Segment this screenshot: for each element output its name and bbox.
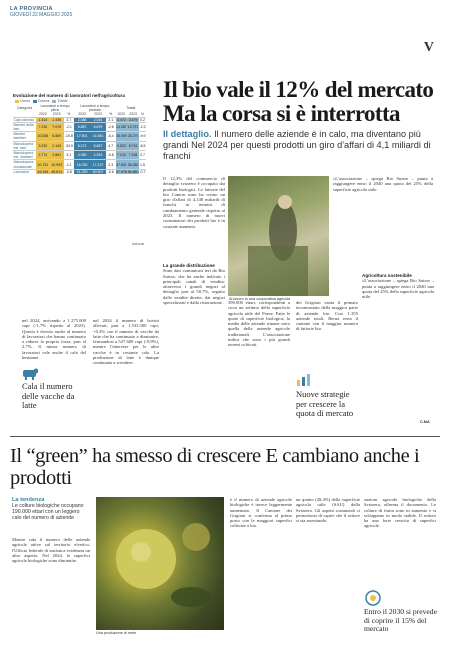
legend-label: Totale <box>57 99 68 103</box>
table-cell: 50.907 <box>90 169 106 174</box>
year-header: % <box>140 112 145 117</box>
table-row <box>13 122 146 131</box>
table-cell: -8.5 <box>139 141 146 150</box>
body-text: Mentre cala il numero delle aziende agricole attive sul territorio elvetico, l'Ufficio federale di statistica evidenzia un altro aspetto. Nel 2024, le superfici agricole biologiche sono diminuite. <box>12 537 90 564</box>
table-cell: 9.523 <box>116 141 128 150</box>
table-cell: 38.080 <box>127 160 139 169</box>
paper-name: LA PROVINCIA <box>10 6 53 12</box>
body-text: un quinto (28,4%) della superficie agricola utile (SAU) della Svizzera. Gli aspetti sostanziali ci permettono di capire che il settore si sta assestando. <box>296 497 360 524</box>
table-cell: 8.716 <box>127 141 139 150</box>
table-cell: 7.230 <box>36 122 50 131</box>
row-category: Manodopera occasionale <box>13 160 36 169</box>
table-cell: -2.3 <box>139 122 146 131</box>
article1-column-4 <box>296 300 358 368</box>
table-cell: -9.9 <box>139 132 146 141</box>
col-header-fulltime: Lavoratori a tempo pieno <box>40 104 70 113</box>
author-signature: C.MA <box>420 420 430 424</box>
table-cell: 2.774 <box>36 151 50 160</box>
table-cell: 7.134 <box>116 151 128 160</box>
body-text: nel 2024 il numero di bovini allevati, pari a 1.533.500 capi, +0,3% con il numero di vacche da latte che ha continuato a diminuire, fermandosi a 527.600 capi (-0,9%), mentre l'interesse per le altre vacche è in costante calo. La produzione di latte è dunque continuata a scendere. <box>93 318 159 366</box>
table-cell: 3.472 <box>116 117 126 122</box>
table-cell: 25.270 <box>127 132 139 141</box>
table-cell: 6.679 <box>90 122 106 131</box>
table-cell: 16.381 <box>90 132 106 141</box>
body-text: nel 2024, arrivando a 1.275.000 capi (-1,7% rispetto al 2023). Questo è dovuto anche al numero di lavoratori che hanno continuato a ridurre la propria forza, pari al 2,7%. Il minor numero di lavoratori vale anche il calo del bestiame. <box>22 318 86 361</box>
table-cell: 3.479 <box>128 117 138 122</box>
row-category: Membri familiari <box>13 132 36 141</box>
article1-column-right <box>333 176 433 270</box>
article2-headline: Il “green” ha smesso di crescere E cambiano anche i prodotti <box>10 445 420 489</box>
table-cell: 2.044 <box>90 117 106 122</box>
legend-swatch-donna <box>33 100 37 103</box>
apple-photo <box>96 497 224 630</box>
table-cell: 3.1 <box>64 151 75 160</box>
article2-kicker: La tendenza <box>12 497 45 503</box>
table-cell: 20.993 <box>50 160 64 169</box>
table-cell: -0.8 <box>64 169 75 174</box>
table-cell: 2.1 <box>106 117 116 122</box>
year-header: 2023 <box>129 112 137 117</box>
article1-column-mid <box>93 318 159 428</box>
article1-column-3 <box>228 300 290 413</box>
table-row <box>13 151 146 160</box>
table-cell: 6.271 <box>74 141 90 150</box>
table-cell: 4.323 <box>90 151 106 160</box>
growth-icon-svg <box>296 372 312 386</box>
table-cell: 3.7 <box>64 117 75 122</box>
table-cell: -6.4 <box>106 132 116 141</box>
apple-photo-art <box>96 497 224 630</box>
body-text: e il numero di aziende agricole biologiche è invece leggermente aumentato. Il Cantone dei Grigioni si conferma al primo posto con le maggiori superfici coltivate a bio. <box>230 497 292 529</box>
legend-swatch-uomo <box>15 100 19 103</box>
row-category: Manodopera ext. stranieri <box>13 151 36 160</box>
col-header-total: Totale <box>126 106 136 111</box>
article2-column-2 <box>230 497 292 647</box>
article2-column-1 <box>12 537 90 652</box>
table-cell: 0.2 <box>140 117 145 122</box>
graphic-credit: WITHUB <box>132 242 144 246</box>
article2-summary <box>12 497 90 521</box>
box-strategies-title: Nuove strategie per crescere la quota di mercato <box>296 389 354 418</box>
box-target-title: Entro il 2030 si prevede di coprire il 15% del mercato <box>364 607 437 634</box>
year-header: 2023 <box>94 112 102 117</box>
table-cell: 1.5 <box>139 160 146 169</box>
date: GIOVEDÌ 22 MAGGIO 2025 <box>10 12 73 18</box>
table-cell: 14.087 <box>116 122 128 131</box>
table-cell: 6.567 <box>90 141 106 150</box>
body-text: Il 12,3% del commercio di dettaglio svizzero è occupato dai prodotti biologici. Le fattorie del bio Canton sono ha creato un giro d'affari di 4,148 miliardi di franchi in termini di cambiamento generale rispetto al 2023. Il numero di nuovi consumatori dei prodotti bio è in costante aumento. <box>163 176 225 229</box>
row-category: Lavoratori <box>13 169 36 174</box>
table-cell: -0.7 <box>139 169 146 174</box>
row-category: Manodopera ext. fam. <box>13 141 36 150</box>
table-cell: 20.751 <box>36 160 50 169</box>
table-cell: 7.078 <box>50 122 64 131</box>
article1-column-right-lower <box>362 273 434 413</box>
table-cell: 8.889 <box>50 132 64 141</box>
body-text: 390.000 ettari, corrispondenti a circa un settimo della superficie agricola utile del Paese. Fatte le quote di superficie biologica, la media delle aziende rimane sotto quella delle aziende agricole tradizionali. L'associazione indica che sono i più grandi terreni coltivati. <box>228 300 290 348</box>
table-cell: 2.088 <box>74 117 90 122</box>
table-cell: 17.127 <box>90 160 106 169</box>
table-cell: 28.059 <box>116 132 128 141</box>
table-cell: 45.813 <box>51 169 63 174</box>
table-cell: 7.184 <box>127 151 139 160</box>
table-cell: 2.149 <box>50 141 64 150</box>
section-letter: V <box>423 40 434 55</box>
article1-column-2a <box>163 176 225 261</box>
body-text: zazioni agricole biologiche della Svizzera, afferma il documento. Le colture di frutta sono in aumento e si sviluppano in modo stabile. Il settore ha una forte crescita di superfici agricole. <box>364 497 436 529</box>
table-row <box>13 141 146 150</box>
article1-deck <box>163 129 448 162</box>
table-cell: 6.857 <box>74 122 90 131</box>
table-cell: 46.349 <box>37 169 49 174</box>
year-header: 2023 <box>52 112 61 117</box>
body-text: Sono dati comunicati ieri da Bio Suisse, che ha anche indicato i principali canali di vendita: attraverso i grandi negozi al dettaglio pari al 50,7%, seguito dalle vendite dirette, dai negozi specializzati e dalla ristorazione. <box>163 268 225 306</box>
table-row <box>13 160 146 169</box>
table-cell: 97.578 <box>116 169 127 174</box>
subheading: La grande distribuzione <box>163 263 215 268</box>
table-cell: -0.8 <box>106 151 116 160</box>
legend-label: Uomo <box>20 99 31 103</box>
year-header: 2022 <box>38 112 47 117</box>
target-icon-svg <box>364 590 382 606</box>
table-cell: -2.1 <box>64 122 75 131</box>
table-row <box>13 169 146 174</box>
article1-deck-text: Il numero delle aziende è in calo, ma diventano più grandi Nel 2024 per questi prodotti un giro d'affari di 4,1 miliardi di franchi <box>163 129 431 161</box>
table-cell: 2.3 <box>106 160 116 169</box>
cow-icon-svg <box>22 366 38 380</box>
table-cell: 13.757 <box>127 122 139 131</box>
body-text: «L'associazione – spiega Bio Suisse – punta a raggiungere entro il 2040 una quota del 25% della superficie agricola utile. <box>333 176 433 192</box>
table-cell: 10.558 <box>36 132 50 141</box>
table-cell: -2.6 <box>106 122 116 131</box>
table-cell: 51.229 <box>74 169 90 174</box>
masthead <box>10 6 72 18</box>
body-text: dei Grigioni vanta il primato incontrastato della maggior parte di aziende bio. Con 1.355 aziende totali, Berna resta il cantone con il maggior numero di fattorie bio. <box>296 300 358 332</box>
article2-column-4 <box>364 497 436 585</box>
row-category: Capi azienda <box>13 117 36 122</box>
apple-photo-caption: Una produzione di mele <box>96 631 137 635</box>
farm-photo <box>228 176 329 296</box>
col-header-category: Categoria <box>16 106 33 111</box>
article1-kicker: Il dettaglio. <box>163 129 212 139</box>
table-cell: 1.314 <box>36 117 50 122</box>
article2-column-3 <box>296 497 360 647</box>
legend-swatch-totale <box>52 100 56 103</box>
year-header: 2022 <box>117 112 126 117</box>
table-cell: 0.7 <box>139 151 146 160</box>
table-cell: -15.8 <box>64 132 75 141</box>
year-header: 2022 <box>78 112 86 117</box>
table-cell: 1.435 <box>50 117 64 122</box>
table-cell: 37.501 <box>116 160 128 169</box>
table-cell: 4.7 <box>106 141 116 150</box>
table-cell: 17.501 <box>74 132 90 141</box>
table-row <box>13 132 146 141</box>
article2-summary-text: Le colture biologiche occupano 190.000 ettari con un leggero calo del numero di aziende <box>12 503 84 521</box>
table-legend <box>13 99 68 103</box>
table-cell: -33.9 <box>64 141 75 150</box>
article1-column-2b <box>163 263 225 413</box>
body-text: «L'associazione – spiega Bio Suisse – punta a raggiungere entro il 2040 una quota del 25% della superficie agricola utile. <box>362 278 434 300</box>
workers-table <box>13 104 146 174</box>
row-category: Membri della fam. <box>13 122 36 131</box>
col-header-parttime: Lavoratori a tempo parziale <box>80 104 110 113</box>
subheading: Agricoltura sostenibile <box>362 273 412 278</box>
table-cell: 96.860 <box>127 169 139 174</box>
year-header: % <box>109 112 113 117</box>
table-cell: 16.750 <box>74 160 90 169</box>
year-header: % <box>67 112 71 117</box>
table-title: Evoluzione del numero di lavoratori nell'agricoltura <box>13 93 125 98</box>
article1-headline: Il bio vale il 12% del mercato Ma la corsa si è interrotta <box>163 77 434 126</box>
legend-label: Donna <box>38 99 50 103</box>
table-cell: -0.6 <box>107 169 114 174</box>
table-cell: 4.360 <box>74 151 90 160</box>
photo-caption: Al lavoro in una cooperativa agricola <box>229 297 291 301</box>
box-cows-title: Cala il numero delle vacche da latte <box>22 381 75 410</box>
table-cell: 2.861 <box>50 151 64 160</box>
section-divider <box>10 436 440 437</box>
table-cell: 1.2 <box>64 160 75 169</box>
table-cell: 3.252 <box>36 141 50 150</box>
farm-photo-art <box>228 176 329 296</box>
